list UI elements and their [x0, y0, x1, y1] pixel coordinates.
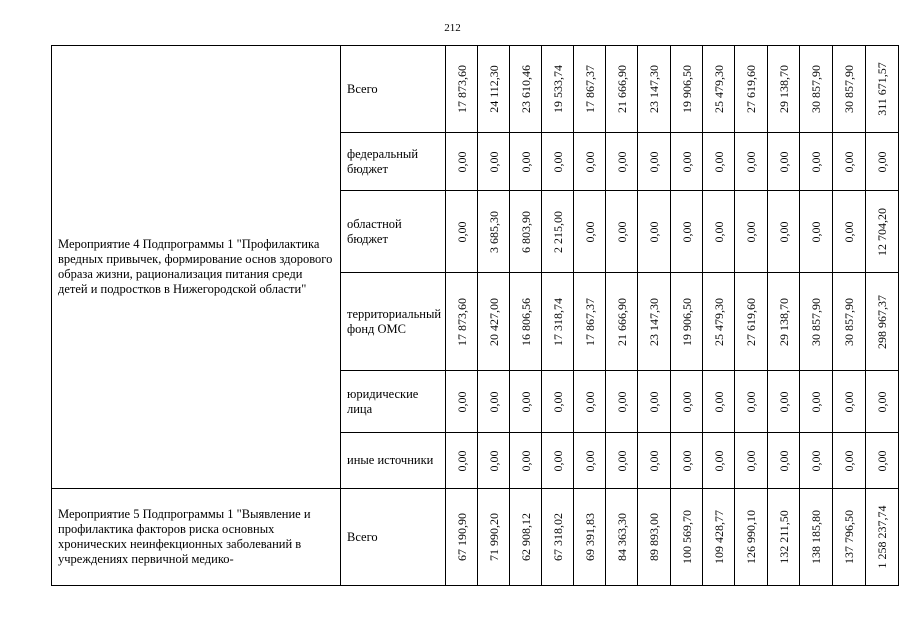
amount-value: 0,00 [582, 151, 597, 172]
amount-value: 0,00 [647, 450, 661, 471]
amount-cell [542, 191, 574, 273]
amount-value: 27 619,60 [744, 65, 758, 113]
amount-cell [542, 273, 574, 371]
amount-value: 0,00 [809, 391, 823, 412]
amount-cell [638, 433, 671, 489]
event-text: Мероприятие 5 Подпрограммы 1 "Выявление и профилактика факторов риска основных хронических неинфекционных заболеваний в учреждениях первичной медико- [58, 507, 311, 566]
amount-cell [671, 273, 703, 371]
amount-cell [606, 133, 638, 191]
amount-cell [446, 191, 478, 273]
amount-cell [510, 46, 542, 133]
amount-cell [510, 489, 542, 586]
amount-value: 0,00 [776, 151, 791, 172]
amount-value: 0,00 [842, 450, 856, 471]
amount-cell [542, 46, 574, 133]
amount-value: 67 318,02 [550, 513, 565, 561]
amount-value: 3 685,30 [486, 210, 501, 253]
amount-cell [800, 489, 833, 586]
amount-cell [671, 489, 703, 586]
amount-cell [703, 489, 735, 586]
amount-cell [800, 433, 833, 489]
amount-cell [768, 46, 800, 133]
amount-cell [768, 191, 800, 273]
amount-cell [542, 489, 574, 586]
amount-value: 62 908,12 [518, 513, 533, 561]
amount-cell [735, 489, 768, 586]
amount-value: 137 796,50 [842, 510, 856, 564]
amount-cell [833, 191, 866, 273]
funding-source-cell [341, 433, 446, 489]
amount-cell [671, 433, 703, 489]
amount-value: 109 428,77 [711, 510, 726, 564]
amount-cell [833, 433, 866, 489]
amount-value: 0,00 [776, 391, 791, 412]
amount-cell [735, 133, 768, 191]
amount-value: 1 258 237,74 [875, 505, 889, 569]
amount-value: 30 857,90 [809, 65, 823, 113]
amount-cell [800, 191, 833, 273]
amount-value: 0,00 [809, 151, 823, 172]
amount-value: 0,00 [582, 221, 597, 242]
funding-source-cell [341, 489, 446, 586]
amount-value: 84 363,30 [614, 513, 629, 561]
amount-cell [800, 46, 833, 133]
amount-value: 0,00 [454, 151, 469, 172]
amount-value: 132 211,50 [776, 510, 791, 564]
amount-cell [833, 133, 866, 191]
amount-cell [866, 133, 899, 191]
amount-value: 0,00 [614, 221, 629, 242]
amount-cell [478, 371, 510, 433]
amount-cell [703, 46, 735, 133]
amount-cell [735, 433, 768, 489]
amount-cell [703, 191, 735, 273]
amount-cell [606, 489, 638, 586]
table-row [52, 489, 899, 586]
amount-value: 12 704,20 [875, 207, 889, 256]
amount-value: 138 185,80 [809, 510, 823, 564]
amount-value: 0,00 [744, 450, 758, 471]
amount-value: 89 893,00 [647, 513, 661, 561]
funding-source-label: Всего [347, 81, 378, 96]
amount-cell [768, 371, 800, 433]
amount-value: 0,00 [809, 221, 823, 242]
amount-value: 0,00 [647, 221, 661, 242]
amount-value: 311 671,57 [875, 62, 889, 116]
amount-cell [671, 46, 703, 133]
amount-cell [735, 273, 768, 371]
amount-value: 0,00 [744, 151, 758, 172]
amount-value: 0,00 [518, 151, 533, 172]
amount-cell [866, 489, 899, 586]
amount-cell [800, 133, 833, 191]
amount-value: 25 479,30 [711, 65, 726, 113]
amount-value: 0,00 [776, 221, 791, 242]
amount-cell [866, 273, 899, 371]
amount-cell [638, 273, 671, 371]
amount-value: 23 147,30 [647, 65, 661, 113]
amount-value: 21 666,90 [614, 65, 629, 113]
amount-value: 17 867,37 [582, 65, 597, 113]
amount-cell [510, 133, 542, 191]
amount-value: 0,00 [711, 450, 726, 471]
amount-cell [671, 371, 703, 433]
amount-value: 0,00 [744, 391, 758, 412]
amount-value: 0,00 [711, 151, 726, 172]
amount-cell [574, 46, 606, 133]
amount-cell [866, 191, 899, 273]
amount-cell [638, 489, 671, 586]
amount-cell [866, 433, 899, 489]
amount-value: 0,00 [776, 450, 791, 471]
amount-cell [478, 273, 510, 371]
funding-source-label: иные источники [347, 453, 434, 467]
amount-cell [446, 133, 478, 191]
amount-value: 0,00 [582, 391, 597, 412]
amount-cell [638, 371, 671, 433]
amount-cell [703, 433, 735, 489]
amount-value: 27 619,60 [744, 297, 758, 346]
amount-cell [833, 46, 866, 133]
amount-value: 0,00 [454, 450, 469, 471]
amount-value: 0,00 [744, 221, 758, 242]
funding-source-cell [341, 133, 446, 191]
event-text: Мероприятие 4 Подпрограммы 1 "Профилактика вредных привычек, формирование основ здорового образа жизни, рационализация питания среди детей и подростков в Нижегородской области" [58, 237, 333, 296]
amount-value: 24 112,30 [486, 65, 501, 113]
amount-cell [638, 191, 671, 273]
amount-value: 29 138,70 [776, 65, 791, 113]
amount-cell [800, 371, 833, 433]
amount-cell [800, 273, 833, 371]
amount-value: 23 610,46 [518, 65, 533, 113]
amount-value: 0,00 [679, 391, 694, 412]
amount-value: 0,00 [454, 391, 469, 412]
amount-value: 0,00 [875, 391, 889, 412]
amount-cell [833, 489, 866, 586]
amount-value: 0,00 [582, 450, 597, 471]
amount-value: 0,00 [711, 221, 726, 242]
amount-value: 0,00 [842, 221, 856, 242]
amount-value: 0,00 [647, 151, 661, 172]
amount-cell [574, 191, 606, 273]
amount-value: 19 533,74 [550, 65, 565, 113]
amount-value: 67 190,90 [454, 513, 469, 561]
amount-cell [478, 46, 510, 133]
amount-value: 0,00 [486, 450, 501, 471]
amount-cell [768, 133, 800, 191]
amount-cell [574, 133, 606, 191]
amount-value: 69 391,83 [582, 513, 597, 561]
funding-source-cell [341, 273, 446, 371]
amount-value: 2 215,00 [550, 210, 565, 253]
amount-value: 0,00 [875, 151, 889, 172]
amount-cell [446, 489, 478, 586]
amount-cell [866, 371, 899, 433]
amount-value: 0,00 [809, 450, 823, 471]
funding-source-cell [341, 371, 446, 433]
amount-value: 30 857,90 [842, 297, 856, 346]
amount-value: 0,00 [486, 151, 501, 172]
amount-cell [510, 433, 542, 489]
amount-cell [542, 133, 574, 191]
amount-value: 0,00 [454, 221, 469, 242]
amount-cell [542, 371, 574, 433]
amount-value: 6 803,90 [518, 210, 533, 253]
amount-cell [768, 273, 800, 371]
amount-value: 0,00 [875, 450, 889, 471]
amount-value: 0,00 [614, 151, 629, 172]
amount-cell [478, 191, 510, 273]
amount-cell [671, 133, 703, 191]
amount-cell [703, 273, 735, 371]
amount-value: 0,00 [550, 391, 565, 412]
amount-value: 0,00 [614, 450, 629, 471]
amount-cell [574, 273, 606, 371]
funding-source-label: юридические лица [347, 386, 419, 416]
amount-cell [510, 191, 542, 273]
amount-value: 20 427,00 [486, 297, 501, 346]
amount-cell [574, 433, 606, 489]
amount-value: 0,00 [550, 151, 565, 172]
amount-cell [510, 371, 542, 433]
amount-cell [768, 489, 800, 586]
amount-value: 17 867,37 [582, 297, 597, 346]
amount-value: 23 147,30 [647, 297, 661, 346]
table-body [52, 46, 899, 586]
amount-cell [478, 433, 510, 489]
amount-value: 0,00 [550, 450, 565, 471]
amount-value: 298 967,37 [875, 294, 889, 349]
amount-value: 19 906,50 [679, 65, 694, 113]
amount-value: 0,00 [679, 450, 694, 471]
amount-value: 17 318,74 [550, 297, 565, 346]
amount-cell [735, 371, 768, 433]
amount-value: 30 857,90 [842, 65, 856, 113]
amount-cell [606, 46, 638, 133]
amount-value: 17 873,60 [454, 297, 469, 346]
funding-source-label: Всего [347, 529, 378, 544]
amount-value: 126 990,10 [744, 510, 758, 564]
amount-value: 71 990,20 [486, 513, 501, 561]
amount-value: 0,00 [711, 391, 726, 412]
amount-cell [478, 489, 510, 586]
amount-cell [446, 371, 478, 433]
amount-value: 100 569,70 [679, 510, 694, 564]
amount-value: 0,00 [842, 151, 856, 172]
amount-value: 19 906,50 [679, 297, 694, 346]
amount-cell [833, 273, 866, 371]
amount-value: 0,00 [518, 391, 533, 412]
amount-cell [866, 46, 899, 133]
funding-source-label: федеральный бюджет [347, 146, 419, 176]
amount-cell [638, 133, 671, 191]
amount-cell [574, 489, 606, 586]
amount-cell [606, 191, 638, 273]
funding-source-cell [341, 191, 446, 273]
table-row [52, 46, 899, 133]
amount-cell [606, 371, 638, 433]
amount-cell [735, 191, 768, 273]
amount-cell [703, 371, 735, 433]
amount-value: 0,00 [647, 391, 661, 412]
amount-cell [671, 191, 703, 273]
amount-cell [446, 273, 478, 371]
amount-value: 0,00 [486, 391, 501, 412]
event-cell [52, 46, 341, 489]
amount-cell [446, 433, 478, 489]
amount-cell [510, 273, 542, 371]
amount-cell [638, 46, 671, 133]
amount-cell [478, 133, 510, 191]
amount-cell [606, 433, 638, 489]
amount-value: 0,00 [842, 391, 856, 412]
amount-value: 0,00 [614, 391, 629, 412]
amount-cell [768, 433, 800, 489]
amount-cell [703, 133, 735, 191]
amount-value: 25 479,30 [711, 297, 726, 346]
amount-value: 29 138,70 [776, 297, 791, 346]
amount-cell [606, 273, 638, 371]
amount-value: 0,00 [679, 221, 694, 242]
page-number: 212 [444, 22, 461, 34]
amount-value: 30 857,90 [809, 297, 823, 346]
amount-cell [446, 46, 478, 133]
amount-value: 0,00 [679, 151, 694, 172]
amount-value: 17 873,60 [454, 65, 469, 113]
amount-value: 21 666,90 [614, 297, 629, 346]
amount-cell [833, 371, 866, 433]
amount-cell [542, 433, 574, 489]
amount-cell [574, 371, 606, 433]
event-cell [52, 489, 341, 586]
budget-table [51, 45, 899, 586]
funding-source-label: областной бюджет [347, 216, 402, 246]
amount-cell [735, 46, 768, 133]
amount-value: 0,00 [518, 450, 533, 471]
funding-source-label: территориальный фонд ОМС [347, 306, 442, 336]
funding-source-cell [341, 46, 446, 133]
amount-value: 16 806,56 [518, 297, 533, 346]
